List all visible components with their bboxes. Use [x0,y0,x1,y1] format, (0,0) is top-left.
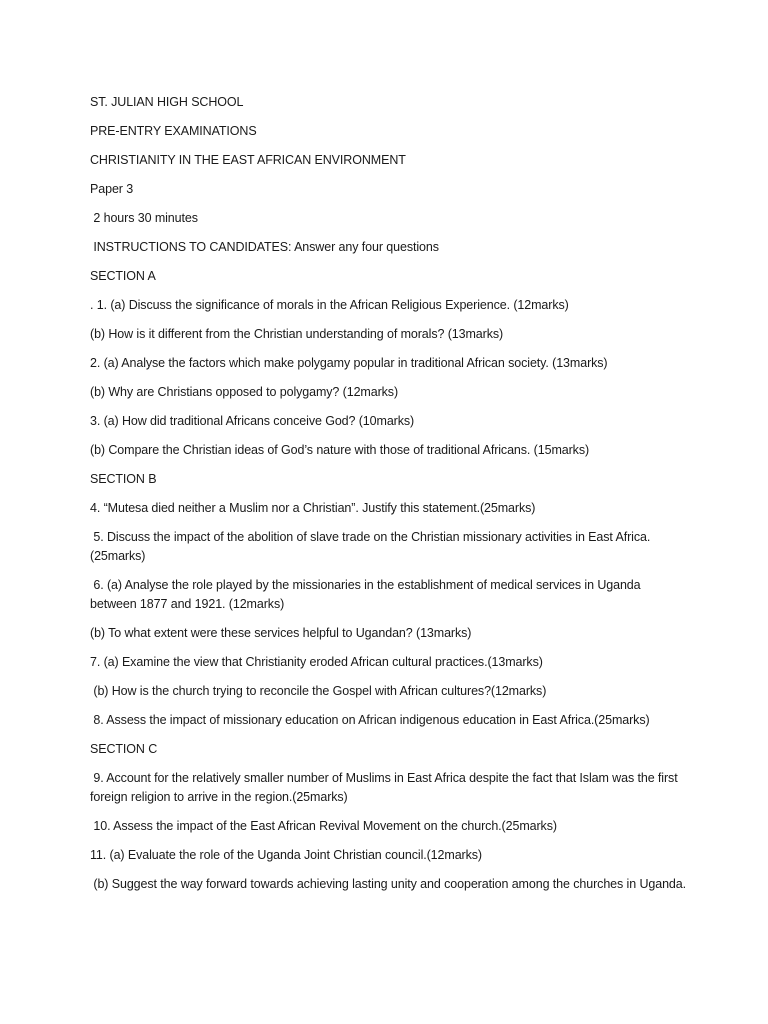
document-body [90,93,686,904]
question-2a: 2. (a) Analyse the factors which make polygamy popular in traditional African society. (13marks) [90,356,608,370]
question-2b: (b) Why are Christians opposed to polygamy? (12marks) [90,385,399,399]
exam-duration: 2 hours 30 minutes [90,211,198,225]
school-name: ST. JULIAN HIGH SCHOOL [90,95,244,109]
question-7b: (b) How is the church trying to reconcile the Gospel with African cultures?(12marks) [90,684,547,698]
question-8: 8. Assess the impact of missionary education on African indigenous education in East Africa.(25marks) [90,713,650,727]
question-1a: . 1. (a) Discuss the significance of morals in the African Religious Experience. (12marks) [90,298,569,312]
question-1b: (b) How is it different from the Christian understanding of morals? (13marks) [90,327,504,341]
question-3a: 3. (a) How did traditional Africans conceive God? (10marks) [90,414,415,428]
section-c-heading: SECTION C [90,742,158,756]
section-a-heading: SECTION A [90,269,156,283]
paper-number: Paper 3 [90,182,134,196]
instructions: INSTRUCTIONS TO CANDIDATES: Answer any four questions [90,240,439,254]
question-7a: 7. (a) Examine the view that Christianity eroded African cultural practices.(13marks) [90,655,543,669]
exam-name: PRE-ENTRY EXAMINATIONS [90,124,257,138]
question-11a: 11. (a) Evaluate the role of the Uganda Joint Christian council.(12marks) [90,848,482,862]
question-4: 4. “Mutesa died neither a Muslim nor a Christian”. Justify this statement.(25marks) [90,501,536,515]
question-11b: (b) Suggest the way forward towards achieving lasting unity and cooperation among the churches in Uganda. [90,877,687,891]
question-6b: (b) To what extent were these services helpful to Ugandan? (13marks) [90,626,472,640]
question-3b: (b) Compare the Christian ideas of God’s nature with those of traditional Africans. (15marks) [90,443,590,457]
question-10: 10. Assess the impact of the East African Revival Movement on the church.(25marks) [90,819,557,833]
section-b-heading: SECTION B [90,472,157,486]
question-6a: 6. (a) Analyse the role played by the missionaries in the establishment of medical services in Uganda between 1877 and 1921. (12marks) [90,578,644,611]
question-9: 9. Account for the relatively smaller number of Muslims in East Africa despite the fact that Islam was the first foreign religion to arrive in the region.(25marks) [90,771,681,804]
subject-title: CHRISTIANITY IN THE EAST AFRICAN ENVIRONMENT [90,153,406,167]
question-5: 5. Discuss the impact of the abolition of slave trade on the Christian missionary activities in East Africa. (25marks) [90,530,654,563]
